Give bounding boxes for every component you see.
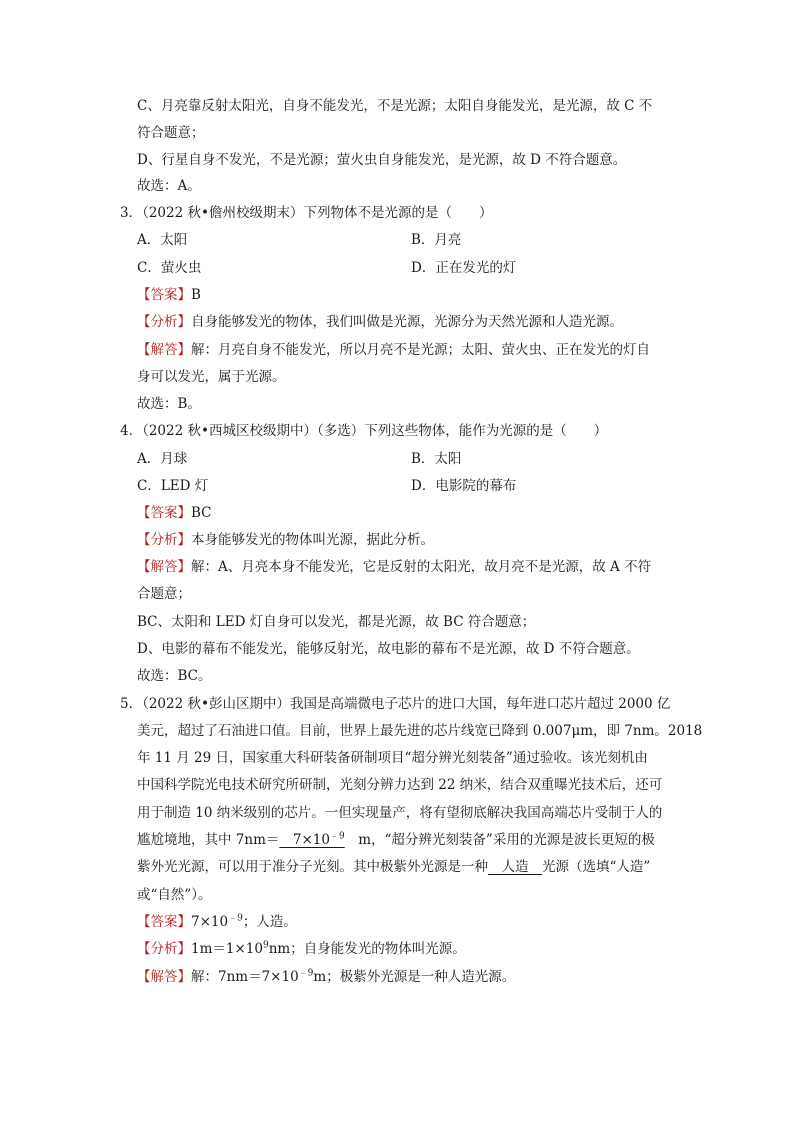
analysis-tag: 【分析】 — [137, 941, 191, 957]
q3-option-c: C．萤火虫 — [137, 260, 202, 276]
analysis-tag: 【分析】 — [137, 532, 191, 548]
analysis-tag: 【分析】 — [137, 314, 191, 330]
q3-option-b: B．月亮 — [411, 232, 462, 248]
q5-answer-exponent: ﹣9 — [228, 913, 243, 924]
q5-solution-post: m；极紫外光源是一种人造光源。 — [313, 969, 516, 985]
q4-stem: 4．（2022 秋•西城区校级期中）（多选）下列这些物体，能作为光源的是（ ） — [120, 423, 608, 439]
q5-solution-exponent: ﹣9 — [298, 968, 314, 979]
q5-analysis-post: nm；自身能发光的物体叫光源。 — [268, 941, 466, 957]
q5-line6-pre: 尴尬境地，其中 7nm＝ — [137, 832, 280, 848]
solution-tag: 【解答】 — [137, 559, 191, 575]
q5-line7-post: 光源（选填“人造” — [542, 859, 651, 875]
q5-solution — [137, 968, 515, 986]
q4-analysis — [137, 531, 434, 549]
q3-option-a: A．太阳 — [137, 232, 188, 248]
q4-choose: 故选：BC。 — [137, 668, 212, 684]
q5-answer-base: 7×10 — [191, 914, 229, 930]
q5-stem-line7 — [137, 858, 650, 876]
q5-stem-line4: 中国科学院光电技术研究所研制，光刻分辨力达到 22 纳米，结合双重曝光技术后，还可 — [137, 777, 663, 793]
prev-choose: 故选：A。 — [137, 178, 201, 194]
q4-option-b: B．太阳 — [411, 451, 462, 467]
q5-solution-base: 解：7nm＝7×10 — [191, 969, 299, 985]
q4-option-a: A．月球 — [137, 451, 188, 467]
answer-tag: 【答案】 — [137, 287, 191, 303]
q5-stem-line3: 年 11 月 29 日，国家重大科研装备研制项目“超分辨光刻装备”通过验收。该光刻机由 — [137, 750, 648, 766]
q5-blank-2: 人造 — [488, 859, 542, 875]
q4-solution-text1: 解：A、月亮本身不能发光，它是反射的太阳光，故月亮不是光源，故 A 不符 — [191, 559, 652, 575]
answer-tag: 【答案】 — [137, 914, 191, 930]
q5-blank-1 — [279, 832, 344, 848]
q5-answer-post: ；人造。 — [242, 914, 297, 930]
q5-blank-1-base: 7×10 — [279, 832, 330, 848]
q3-option-d: D．正在发光的灯 — [411, 260, 517, 276]
prev-option-c-line1: C、月亮靠反射太阳光，自身不能发光，不是光源；太阳自身能发光，是光源，故 C 不 — [137, 98, 653, 114]
q5-analysis — [137, 940, 466, 958]
q3-analysis-text: 自身能够发光的物体，我们叫做是光源，光源分为天然光源和人造光源。 — [191, 314, 623, 330]
q4-option-d: D．电影院的幕布 — [411, 478, 517, 494]
prev-option-d-line: D、行星自身不发光，不是光源；萤火虫自身能发光，是光源，故 D 不符合题意。 — [137, 152, 627, 168]
q3-solution-line2: 身可以发光，属于光源。 — [137, 369, 286, 385]
q4-solution-line1 — [137, 558, 651, 576]
q4-answer-value: BC — [191, 505, 212, 521]
q5-blank-1-exponent: ﹣9 — [329, 831, 345, 842]
q5-stem-line8: 或“自然”）。 — [137, 887, 212, 903]
q5-stem-line5: 用于制造 10 纳米级别的芯片。一但实现量产，将有望彻底解决我国高端芯片受制于人的 — [137, 805, 663, 821]
q3-answer — [137, 286, 201, 304]
solution-tag: 【解答】 — [137, 969, 191, 985]
q4-solution-line4: D、电影的幕布不能发光，能够反射光，故电影的幕布不是光源，故 D 不符合题意。 — [137, 641, 640, 657]
q5-stem-line2: 美元，超过了石油进口值。目前，世界上最先进的芯片线宽已降到 0.007μm，即 7nm。2018 — [137, 723, 703, 739]
q3-stem: 3．（2022 秋•儋州校级期末）下列物体不是光源的是（ ） — [120, 205, 493, 221]
q5-line7-pre: 紫外光光源，可以用于准分子光刻。其中极紫外光源是一种 — [137, 859, 488, 875]
q5-stem-line6 — [137, 831, 655, 849]
q5-stem-line1: 5．（2022 秋•彭山区期中）我国是高端微电子芯片的进口大国，每年进口芯片超过 2000 亿 — [120, 696, 671, 712]
answer-tag: 【答案】 — [137, 505, 191, 521]
q3-answer-value: B — [191, 287, 201, 303]
q5-answer — [137, 913, 297, 931]
q4-analysis-text: 本身能够发光的物体叫光源，据此分析。 — [191, 532, 434, 548]
q5-line6-post: m，“超分辨光刻装备”采用的光源是波长更短的极 — [344, 832, 655, 848]
solution-tag: 【解答】 — [137, 342, 191, 358]
q3-solution-line1 — [137, 341, 650, 359]
q5-analysis-exponent: 9 — [262, 940, 269, 951]
q4-answer — [137, 504, 212, 522]
q3-analysis — [137, 313, 623, 331]
q4-solution-line3: BC、太阳和 LED 灯自身可以发光，都是光源，故 BC 符合题意； — [137, 614, 536, 630]
q4-solution-line2: 合题意； — [137, 586, 191, 602]
q3-choose: 故选：B。 — [137, 396, 201, 412]
q5-analysis-base: 1m＝1×10 — [191, 941, 263, 957]
prev-option-c-line2: 符合题意； — [137, 125, 205, 141]
q4-option-c: C．LED 灯 — [137, 478, 209, 494]
q3-solution-text1: 解：月亮自身不能发光，所以月亮不是光源；太阳、萤火虫、正在发光的灯自 — [191, 342, 650, 358]
